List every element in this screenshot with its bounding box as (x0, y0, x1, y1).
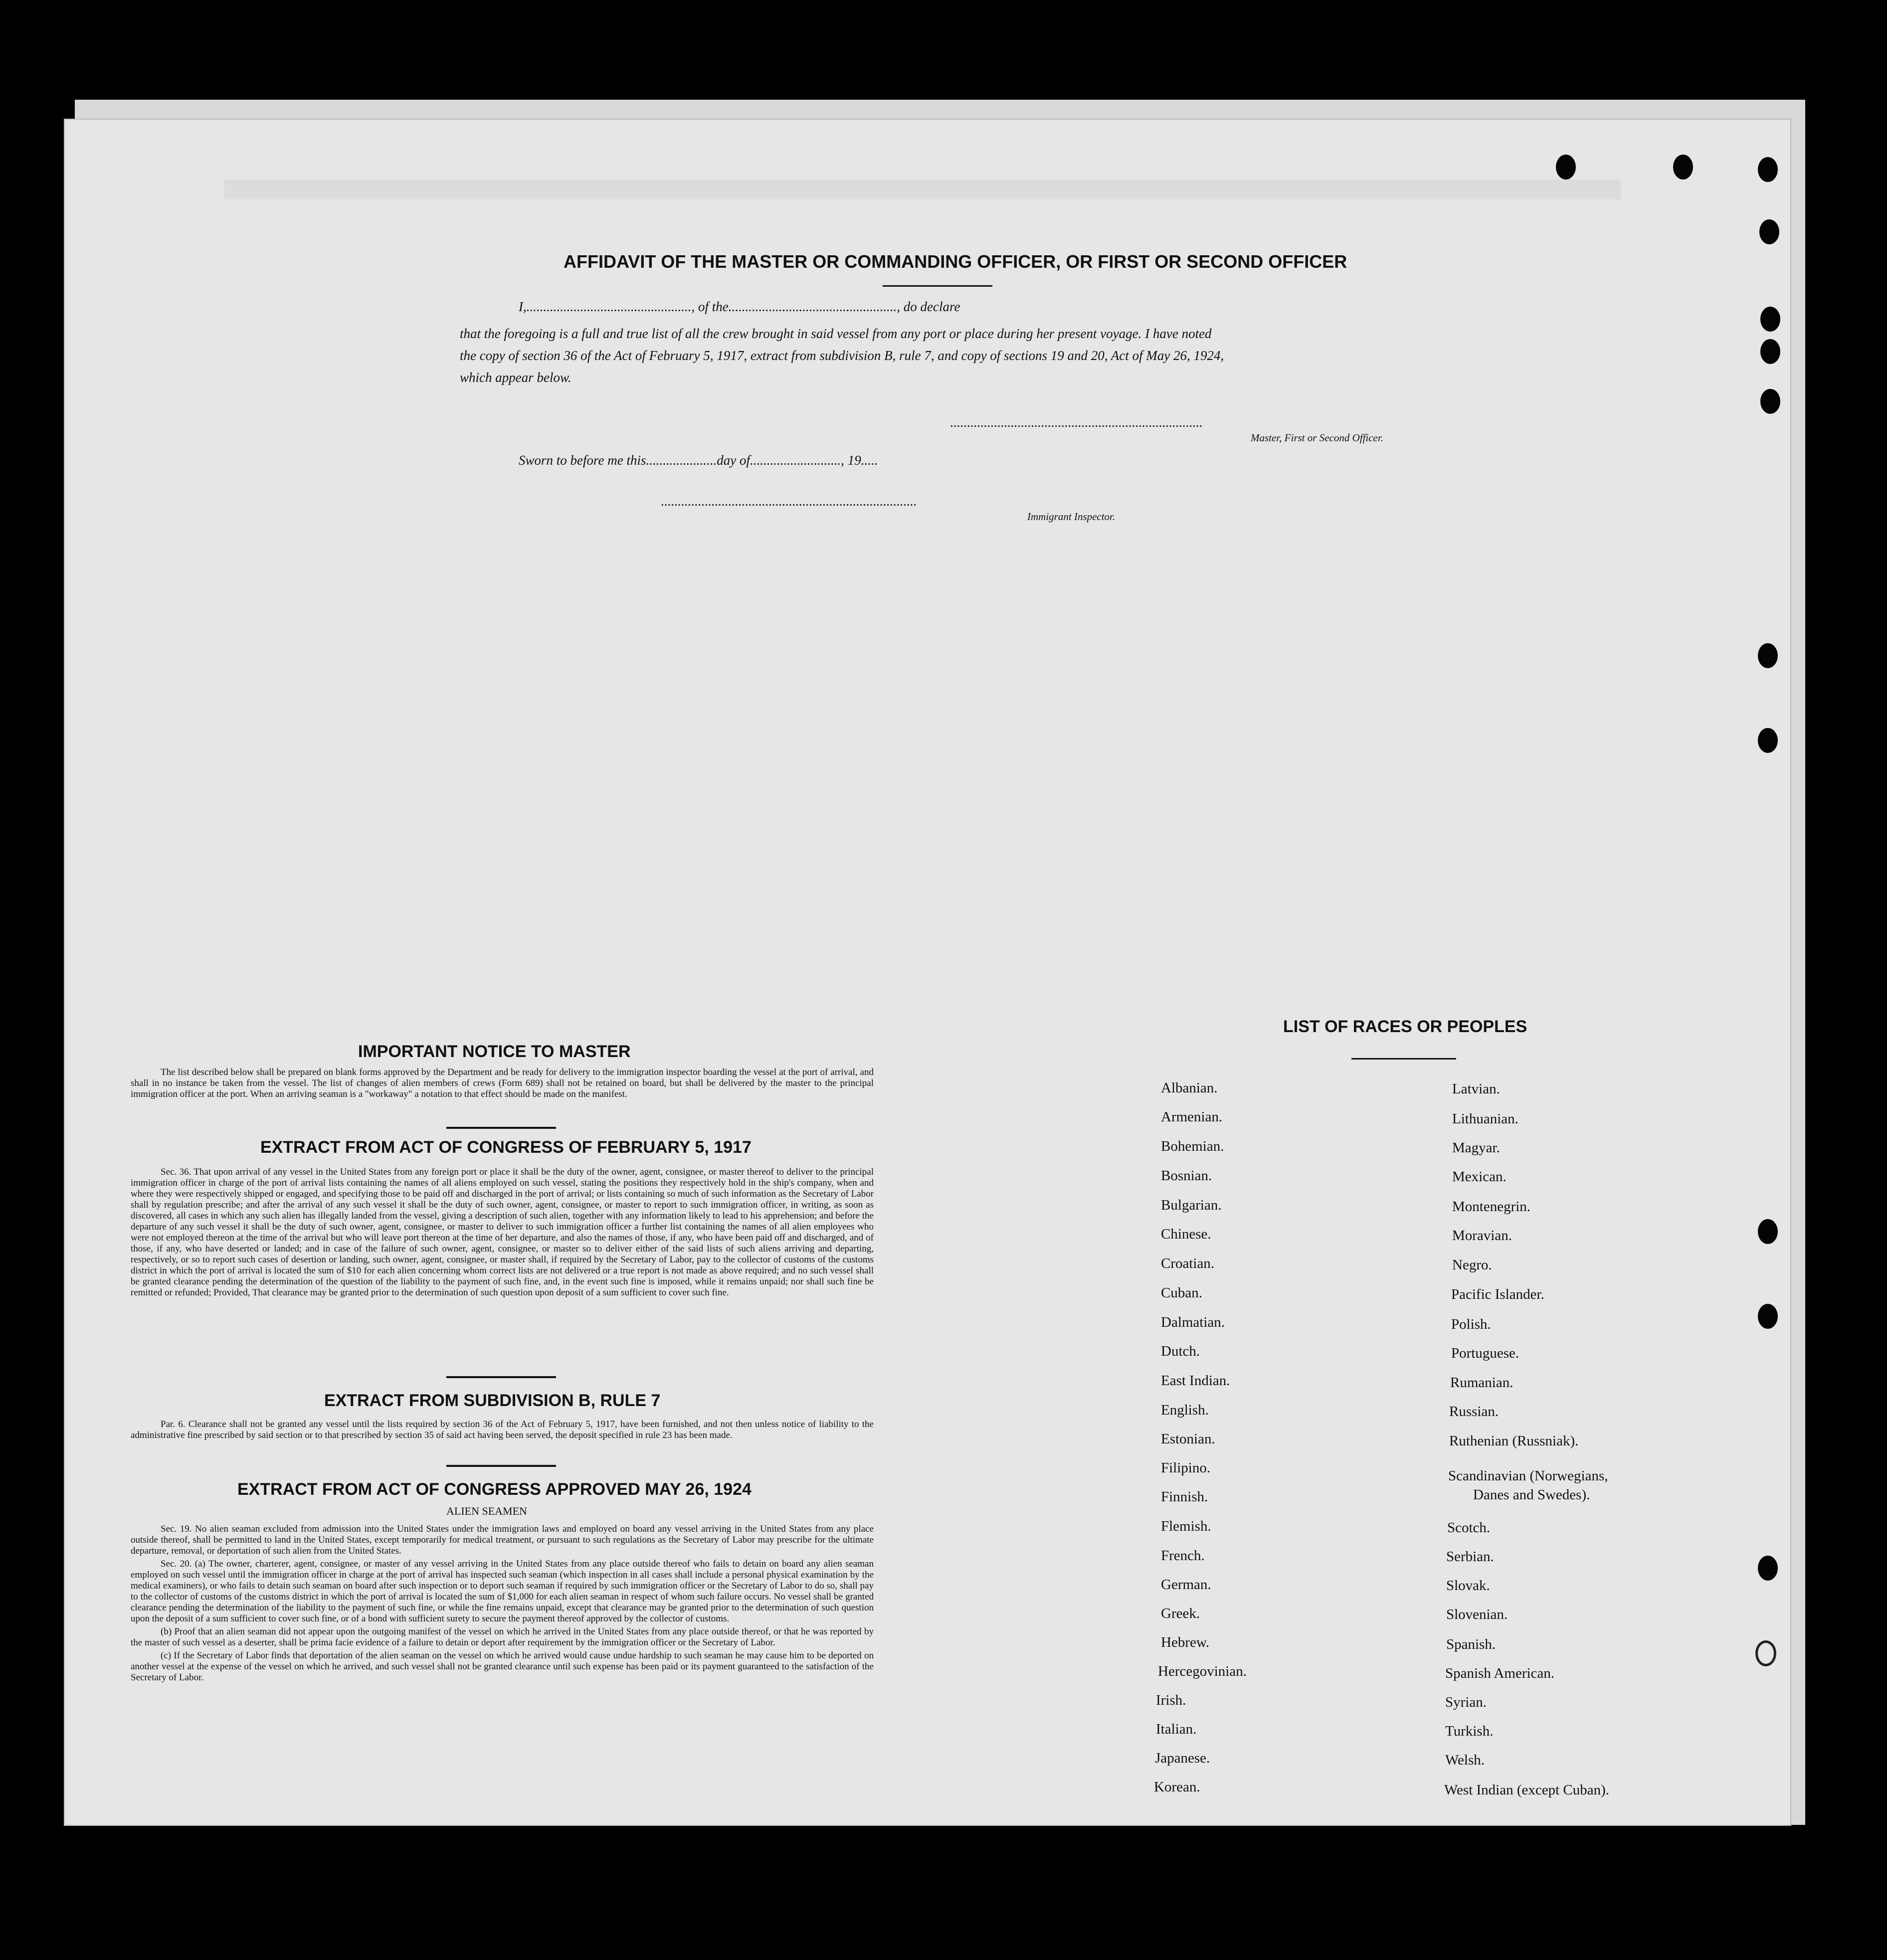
race-item: Bosnian. (1161, 1168, 1212, 1184)
affidavit-line2: that the foregoing is a full and true list of all the crew brought in said vessel from any port or place during her present voyage. I have noted (460, 326, 1212, 341)
alien-seamen-subtitle: ALIEN SEAMEN (446, 1505, 527, 1517)
race-item: Hercegovinian. (1158, 1663, 1247, 1679)
notice-rule (446, 1127, 556, 1129)
race-item: Polish. (1451, 1316, 1491, 1332)
race-item: Mexican. (1452, 1169, 1507, 1185)
race-item: Japanese. (1155, 1750, 1210, 1766)
race-item: Albanian. (1161, 1080, 1218, 1096)
race-item: Lithuanian. (1452, 1111, 1518, 1127)
punch-hole (1758, 1219, 1778, 1244)
notice-paragraph: The list described below shall be prepared on blank forms approved by the Department and be ready for delivery to the immigration inspector boarding the vessel at the port of arrival, and shall in no instance be taken from the vessel. The list of changes of alien members of crews (Form 689) shall not be retained on board, but shall be delivered by the master to the principal immigration officer at the port. When an arriving seaman is a "workaway" a notation to that effect should be made on the manifest. (131, 1067, 874, 1099)
race-item: Turkish. (1445, 1723, 1494, 1739)
day-of-text: day of (717, 453, 750, 468)
inspector-signature-line: ............................................................................ (661, 494, 917, 509)
punch-hole (1760, 339, 1780, 364)
affidavit-i: I, (519, 299, 527, 314)
race-item: Spanish American. (1445, 1665, 1555, 1681)
race-item: Croatian. (1161, 1255, 1215, 1271)
rule7-paragraph: Par. 6. Clearance shall not be granted any vessel until the lists required by section 36 of the Act of February 5, 1917, have been furnished, and not then unless notice of liability to the administrative fine prescribed by said section or to that prescribed by section 35 of said act having been served, the deposit specified in rule 23 has been made. (131, 1419, 874, 1440)
race-item: Dalmatian. (1161, 1314, 1225, 1330)
race-item: French. (1161, 1548, 1205, 1564)
race-item: Scandinavian (Norwegians, (1448, 1468, 1608, 1484)
race-item: Armenian. (1161, 1109, 1223, 1125)
sworn-text: Sworn to before me this (519, 453, 646, 468)
notice-text (131, 1067, 874, 1102)
race-item: Scotch. (1447, 1520, 1491, 1536)
extract-1924-text (131, 1524, 874, 1685)
affidavit-line1 (519, 299, 960, 315)
race-item: Rumanian. (1450, 1375, 1513, 1391)
race-item: Finnish. (1161, 1489, 1208, 1505)
races-rule (1351, 1058, 1456, 1060)
section-36-paragraph: Sec. 36. That upon arrival of any vessel in the United States from any foreign port or place it shall be the duty of the owner, agent, consignee, or master thereof to deliver to the principal immigration officer in charge of the port of arrival lists containing the names of all aliens employed on such vessel, stating the positions they respectively hold in the ship's company, when and where they were respectively shipped or engaged, and specifying those to be paid off and discharged in the port of arrival; or lists containing so much of such information as the Secretary of Labor shall by regulation prescribe; and after the arrival of any such vessel it shall be the duty of such owner, agent, consignee, or master to report to such immigration officer, in writing, as soon as discovered, all cases in which any such alien has illegally landed from the vessel, giving a description of such alien, together with any information likely to lead to his apprehension; and before the departure of any such vessel it shall be the duty of such owner, agent, consignee, or master to deliver to such immigration officer a further list containing the names of all alien employees who were not employed thereon at the time of the arrival but who will leave port thereon at the time of her departure, and also the names of those, if any, who have been paid off and discharged, and of those, if any, who have deserted or landed; and in case of the failure of such owner, agent, consignee, or master so to deliver either of the said lists of such aliens arriving and departing, respectively, or so to report such cases of desertion or landing, such owner, agent, consignee, or master shall, if required by the Secretary of Labor, pay to the collector of customs of the customs district in which the port of arrival is located the sum of $10 for each alien concerning whom correct lists are not delivered or a true report is not made as above required; and no such vessel shall be granted clearance pending the determination of the question of the liability to the payment of such fine, and, in the event such fine is imposed, while it remains unpaid; nor shall such fine be remitted or refunded; Provided, That clearance may be granted prior to the determination of such question upon deposit of a sum sufficient to cover such fine. (131, 1167, 874, 1298)
blank-day: ..................... (646, 453, 717, 468)
race-item: Negro. (1452, 1257, 1492, 1273)
race-item: Hebrew. (1161, 1634, 1210, 1650)
punch-hole (1760, 307, 1780, 332)
race-item: Russian. (1449, 1404, 1499, 1420)
race-item: Welsh. (1445, 1752, 1485, 1768)
race-item: Slovenian. (1446, 1606, 1508, 1622)
punch-hole (1758, 1556, 1778, 1581)
master-label: Master, First or Second Officer. (1251, 432, 1383, 444)
affidavit-do-declare: , do declare (897, 299, 960, 314)
race-item: Dutch. (1161, 1343, 1200, 1359)
race-item: Danes and Swedes). (1473, 1487, 1590, 1503)
rule7-rule (446, 1465, 556, 1467)
section-20c-paragraph: (c) If the Secretary of Labor finds that deportation of the alien seaman on the vessel on which he arrived would cause undue hardship to such seaman he may cause him to be deported on another vessel at the expense of the vessel on which he arrived, and such vessel shall not be granted clearance until such expense has been paid or its payment guaranteed to the satisfaction of the Secretary of Labor. (131, 1650, 874, 1683)
races-title: LIST OF RACES OR PEOPLES (1283, 1017, 1527, 1036)
affidavit-line3: the copy of section 36 of the Act of February 5, 1917, extract from subdivision B, rule 7, and copy of sections 19 and 20, Act of May 26, 1924, (460, 348, 1224, 363)
notice-title: IMPORTANT NOTICE TO MASTER (358, 1042, 631, 1061)
race-item: Flemish. (1161, 1518, 1211, 1534)
race-item: Cuban. (1161, 1285, 1202, 1301)
extract-1924-title: EXTRACT FROM ACT OF CONGRESS APPROVED MAY 26, 1924 (237, 1480, 752, 1499)
affidavit-of-the: , of the (691, 299, 729, 314)
race-item: Irish. (1156, 1692, 1186, 1708)
race-item: Serbian. (1446, 1549, 1494, 1565)
punch-hole (1556, 155, 1576, 179)
race-item: Bohemian. (1161, 1138, 1224, 1154)
punch-hole (1758, 157, 1778, 182)
punch-hole (1673, 155, 1693, 179)
race-item: Greek. (1161, 1605, 1200, 1621)
section-20b-paragraph: (b) Proof that an alien seaman did not appear upon the outgoing manifest of the vessel on which he arrived in the United States from any place outside thereof, or that he was reported by the master of such vessel as a deserter, shall be prima facie evidence of a failure to detain or deport after requirement by the immigration officer or the Secretary of Labor. (131, 1626, 874, 1648)
race-item: West Indian (except Cuban). (1444, 1782, 1610, 1798)
punch-hole (1759, 219, 1779, 244)
race-item: Latvian. (1452, 1081, 1500, 1097)
rule7-text (131, 1419, 874, 1443)
extract-1917-title: EXTRACT FROM ACT OF CONGRESS OF FEBRUARY 5, 1917 (260, 1138, 752, 1157)
race-item: Ruthenian (Russniak). (1449, 1433, 1579, 1449)
extract-1917-rule (446, 1376, 556, 1378)
punch-hole (1758, 643, 1778, 668)
race-item: Moravian. (1452, 1228, 1512, 1244)
sworn-line (519, 453, 878, 468)
punch-hole (1760, 389, 1780, 414)
extract-1917-text (131, 1167, 874, 1300)
race-item: German. (1161, 1577, 1211, 1593)
race-item: Italian. (1156, 1721, 1197, 1737)
section-20a-paragraph: Sec. 20. (a) The owner, charterer, agent, consignee, or master of any vessel arriving in the United States from any place outside thereof who fails to detain on board any alien seaman employed on such vessel until the immigration officer in charge at the port of arrival has inspected such seaman (which inspection in all cases shall include a personal physical examination by the medical examiners), or who fails to detain such seaman on board after such inspection or to deport such seaman if required by such immigration officer or the Secretary of Labor to do so, shall pay to the collector of customs of the customs district in which the port of arrival is located the sum of $1,000 for each alien seaman in respect of whom such failure occurs. No vessel shall be granted clearance pending the determination of the liability to the payment of such fine, or while the fine remains unpaid, except that clearance may be granted prior to the determination of such question upon the deposit of a sum sufficient to cover such fine, or of a bond with sufficient surety to secure the payment thereof approved by the collector of customs. (131, 1559, 874, 1624)
master-signature-line: ........................................................................... (950, 415, 1203, 430)
race-item: Syrian. (1445, 1694, 1487, 1710)
punch-hole (1758, 728, 1778, 753)
section-19-paragraph: Sec. 19. No alien seaman excluded from admission into the United States under the immigration laws and employed on board any vessel arriving in the United States from any place outside thereof, shall be permitted to land in the United States, except temporarily for medical treatment, or pursuant to such regulations as the Secretary of Labor may prescribe for the ultimate departure, removal, or deportation of such alien from the United States. (131, 1524, 874, 1556)
affidavit-title: AFFIDAVIT OF THE MASTER OR COMMANDING OFFICER, OR FIRST OR SECOND OFFICER (564, 251, 1347, 272)
race-item: Montenegrin. (1452, 1199, 1531, 1215)
race-item: English. (1161, 1402, 1209, 1418)
race-item: Portuguese. (1451, 1345, 1519, 1361)
punch-hole (1755, 1640, 1776, 1666)
race-item: East Indian. (1161, 1373, 1230, 1389)
blank-month: ........................... (750, 453, 841, 468)
inspector-label: Immigrant Inspector. (1027, 511, 1116, 523)
race-item: Magyar. (1452, 1140, 1500, 1156)
blank-vessel: .................................................. (728, 299, 897, 314)
race-item: Chinese. (1161, 1226, 1211, 1242)
affidavit-rule (883, 285, 992, 287)
race-item: Bulgarian. (1161, 1197, 1222, 1213)
race-item: Pacific Islander. (1451, 1286, 1544, 1302)
race-item: Korean. (1154, 1779, 1200, 1795)
bleed-through-shading (224, 179, 1621, 199)
punch-hole (1758, 1304, 1778, 1329)
rule7-title: EXTRACT FROM SUBDIVISION B, RULE 7 (324, 1391, 661, 1410)
race-item: Slovak. (1446, 1578, 1490, 1594)
race-item: Estonian. (1161, 1431, 1215, 1447)
race-item: Spanish. (1446, 1636, 1496, 1652)
race-item: Filipino. (1161, 1460, 1211, 1476)
affidavit-line4: which appear below. (460, 370, 571, 385)
year-text: , 19 (841, 453, 861, 468)
blank-name: ................................................. (526, 299, 692, 314)
blank-year: ..... (861, 453, 878, 468)
